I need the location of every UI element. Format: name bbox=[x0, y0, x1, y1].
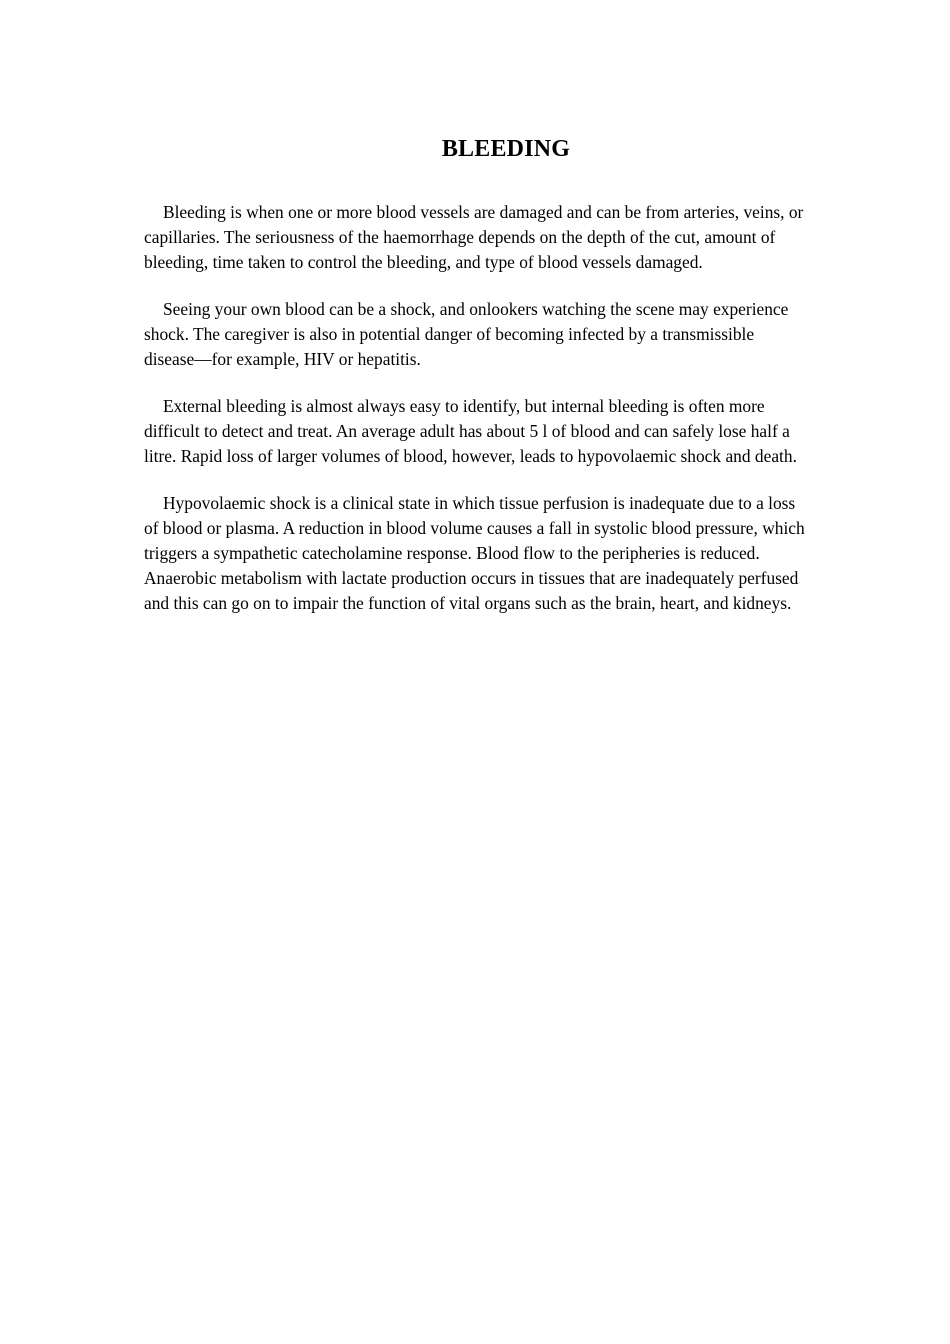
document-content bbox=[144, 134, 808, 638]
paragraph-definition: Bleeding is when one or more blood vessels are damaged and can be from arteries, veins, or capillaries. The seriousness of the haemorrhage depends on the depth of the cut, amount of bleeding, time taken to control the bleeding, and type of blood vessels damaged. bbox=[144, 202, 804, 272]
document-body bbox=[144, 200, 808, 616]
paragraph-hypovolaemic-shock: Hypovolaemic shock is a clinical state in which tissue perfusion is inadequate due to a loss of blood or plasma. A reduction in blood volume causes a fall in systolic blood pressure, which triggers a sympathetic catecholamine response. Blood flow to the peripheries is reduced. Anaerobic metabolism with lactate production occurs in tissues that are inadequately perfused and this can go on to impair the function of vital organs such as the brain, heart, and kidneys. bbox=[144, 493, 805, 613]
paragraph-external-internal: External bleeding is almost always easy to identify, but internal bleeding is often more difficult to detect and treat. An average adult has about 5 l of blood and can safely lose half a litre. Rapid loss of larger volumes of blood, however, leads to hypovolaemic shock and death. bbox=[144, 396, 797, 466]
document-title: BLEEDING bbox=[441, 136, 571, 162]
paragraph-shock-and-infection: Seeing your own blood can be a shock, and onlookers watching the scene may experience shock. The caregiver is also in potential danger of becoming infected by a transmissible disease—for example, HIV or hepatitis. bbox=[144, 299, 789, 369]
